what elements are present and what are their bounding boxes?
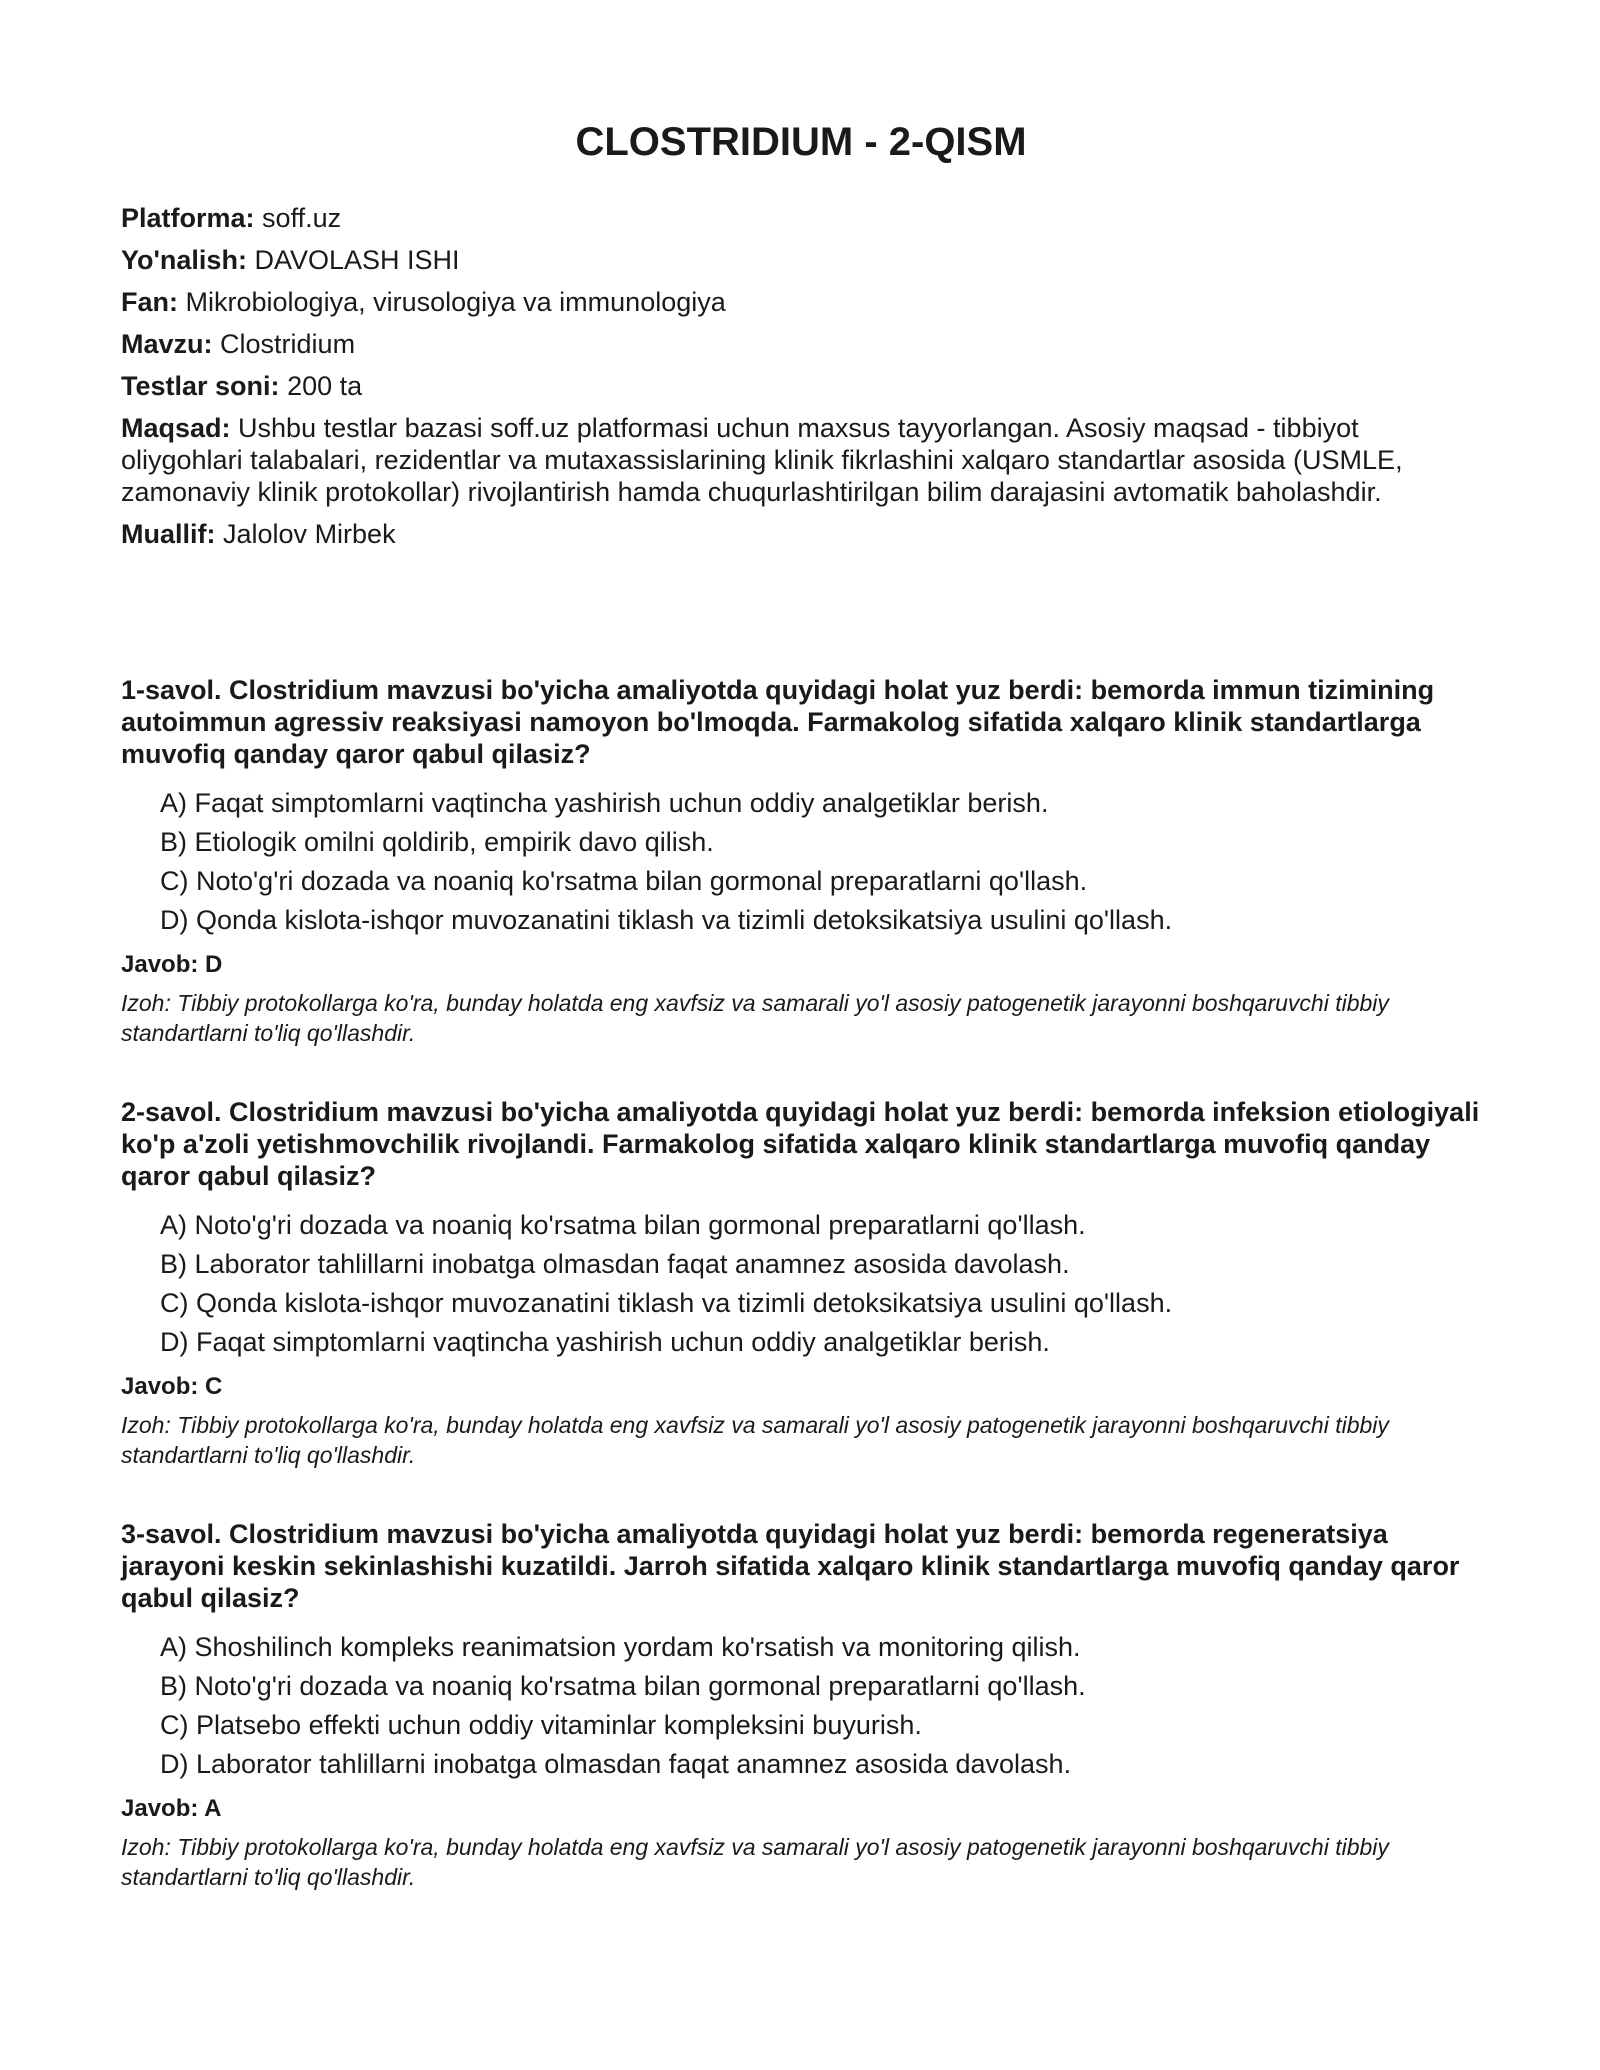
meta-test-count xyxy=(121,370,1481,402)
question-text: 3-savol. Clostridium mavzusi bo'yicha amaliyotda quyidagi holat yuz berdi: bemorda regeneratsiya jarayoni keskin sekinlashishi kuzatildi. Jarroh sifatida xalqaro klinik standartlarga muvofiq qanday qaror qabul qilasiz? xyxy=(121,1519,1460,1613)
meta-value: 200 ta xyxy=(287,371,363,401)
answer-options xyxy=(121,1628,1481,1784)
meta-platform xyxy=(121,202,1481,234)
meta-purpose xyxy=(121,412,1481,508)
answer-options xyxy=(121,1206,1481,1362)
meta-label: Yo'nalish: xyxy=(121,245,247,275)
meta-value: Clostridium xyxy=(220,329,356,359)
answer-options xyxy=(121,784,1481,940)
answer-option: D) Qonda kislota-ishqor muvozanatini tiklash va tizimli detoksikatsiya usulini qo'llash. xyxy=(160,905,1173,935)
meta-label: Mavzu: xyxy=(121,329,213,359)
meta-label: Fan: xyxy=(121,287,178,317)
answer-option: C) Noto'g'ri dozada va noaniq ko'rsatma bilan gormonal preparatlarni qo'llash. xyxy=(160,866,1088,896)
answer-option: D) Faqat simptomlarni vaqtincha yashirish uchun oddiy analgetiklar berish. xyxy=(160,1327,1050,1357)
correct-answer: Javob: A xyxy=(121,1795,222,1822)
meta-label: Testlar soni: xyxy=(121,371,280,401)
answer-explanation: Izoh: Tibbiy protokollarga ko'ra, bunday holatda eng xavfsiz va samarali yo'l asosiy patogenetik jarayonni boshqaruvchi tibbiy standartlarni to'liq qo'llashdir. xyxy=(121,1412,1389,1468)
question-text: 2-savol. Clostridium mavzusi bo'yicha amaliyotda quyidagi holat yuz berdi: bemorda infeksion etiologiyali ko'p a'zoli yetishmovchilik rivojlandi. Farmakolog sifatida xalqaro klinik standartlarga muvofiq qanday qaror qabul qilasiz? xyxy=(121,1097,1480,1191)
meta-label: Maqsad: xyxy=(121,413,231,443)
answer-option: D) Laborator tahlillarni inobatga olmasdan faqat anamnez asosida davolash. xyxy=(160,1749,1072,1779)
meta-subject xyxy=(121,286,1481,318)
question-block xyxy=(121,1518,1481,1892)
answer-option: C) Qonda kislota-ishqor muvozanatini tiklash va tizimli detoksikatsiya usulini qo'llash. xyxy=(160,1288,1173,1318)
meta-label: Muallif: xyxy=(121,519,216,549)
meta-value: DAVOLASH ISHI xyxy=(254,245,460,275)
meta-value: Ushbu testlar bazasi soff.uz platformasi uchun maxsus tayyorlangan. Asosiy maqsad - tibbiyot oliygohlari talabalari, rezidentlar va mutaxassislarining klinik fikrlashini xalqaro standartlar asosida (USMLE, zamonaviy klinik protokollar) rivojlantirish hamda chuqurlashtirilgan bilim darajasini avtomatik baholashdir. xyxy=(121,413,1403,507)
correct-answer: Javob: D xyxy=(121,951,223,978)
meta-author xyxy=(121,518,1481,550)
answer-option: B) Etiologik omilni qoldirib, empirik davo qilish. xyxy=(160,827,714,857)
answer-option: B) Laborator tahlillarni inobatga olmasdan faqat anamnez asosida davolash. xyxy=(160,1249,1070,1279)
answer-option: C) Platsebo effekti uchun oddiy vitaminlar kompleksini buyurish. xyxy=(160,1710,922,1740)
answer-explanation: Izoh: Tibbiy protokollarga ko'ra, bunday holatda eng xavfsiz va samarali yo'l asosiy patogenetik jarayonni boshqaruvchi tibbiy standartlarni to'liq qo'llashdir. xyxy=(121,990,1389,1046)
answer-option: A) Shoshilinch kompleks reanimatsion yordam ko'rsatish va monitoring qilish. xyxy=(160,1632,1081,1662)
question-block xyxy=(121,1096,1481,1470)
answer-option: B) Noto'g'ri dozada va noaniq ko'rsatma bilan gormonal preparatlarni qo'llash. xyxy=(160,1671,1086,1701)
meta-label: Platforma: xyxy=(121,203,255,233)
meta-direction xyxy=(121,244,1481,276)
correct-answer: Javob: C xyxy=(121,1373,223,1400)
document-title: CLOSTRIDIUM - 2-QISM xyxy=(575,120,1027,164)
meta-value: Jalolov Mirbek xyxy=(223,519,396,549)
question-text: 1-savol. Clostridium mavzusi bo'yicha amaliyotda quyidagi holat yuz berdi: bemorda immun tizimining autoimmun agressiv reaksiyasi namoyon bo'lmoqda. Farmakolog sifatida xalqaro klinik standartlarga muvofiq qanday qaror qabul qilasiz? xyxy=(121,675,1435,769)
meta-value: Mikrobiologiya, virusologiya va immunologiya xyxy=(185,287,726,317)
document-metadata xyxy=(121,202,1481,560)
answer-option: A) Faqat simptomlarni vaqtincha yashirish uchun oddiy analgetiklar berish. xyxy=(160,788,1049,818)
question-block xyxy=(121,674,1481,1048)
question-list xyxy=(121,674,1481,1940)
meta-topic xyxy=(121,328,1481,360)
answer-explanation: Izoh: Tibbiy protokollarga ko'ra, bunday holatda eng xavfsiz va samarali yo'l asosiy patogenetik jarayonni boshqaruvchi tibbiy standartlarni to'liq qo'llashdir. xyxy=(121,1834,1389,1890)
answer-option: A) Noto'g'ri dozada va noaniq ko'rsatma bilan gormonal preparatlarni qo'llash. xyxy=(160,1210,1086,1240)
meta-value: soff.uz xyxy=(262,203,342,233)
